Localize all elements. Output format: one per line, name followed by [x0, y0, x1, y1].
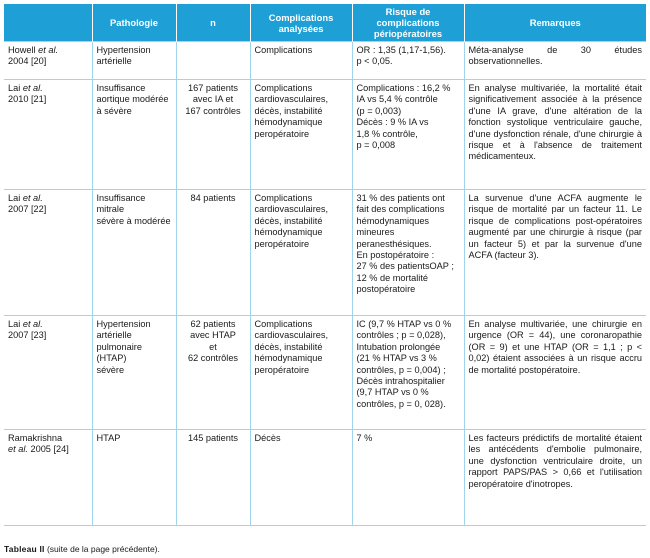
ref-author: Ramakrishna — [8, 433, 63, 443]
table-body — [4, 42, 646, 526]
ref-etal: et al. — [22, 193, 43, 203]
ref-year: 2010 [21] — [8, 94, 47, 105]
table-caption — [4, 544, 160, 554]
cell-risque: Complications : 16,2 % IA vs 5,4 % contrôle (p = 0,003) Décès : 9 % IA vs 1,8 % contrôle, p = 0,008 — [352, 80, 464, 190]
ref-year: 2005 [24] — [27, 444, 69, 455]
ref-year: 2004 [20] — [8, 56, 47, 67]
table-row — [4, 316, 646, 430]
cell-pathologie: Hypertension artérielle — [92, 42, 176, 80]
header-risque: Risque de complications périopératoires — [352, 4, 464, 42]
cell-risque: OR : 1,35 (1,17-1,56). p < 0,05. — [352, 42, 464, 80]
cell-remarques: En analyse multivariée, la mortalité était significativement associée à la présence d'une IA grave, d'une altération de la fonction systolique ventriculaire gauche, d'une dysfonction rénale, d'une chirurgie à risque et à l'absence de traitement médicamenteux. — [464, 80, 646, 190]
table-row — [4, 190, 646, 316]
header-reference — [4, 4, 92, 42]
cell-risque: IC (9,7 % HTAP vs 0 % contrôles ; p = 0,028), Intubation prolongée (21 % HTAP vs 3 % contrôles, p = 0,004) ; Décès intrahospitalier (9,7 HTAP vs 0 % contrôles, p = 0, 028). — [352, 316, 464, 430]
data-table-container — [4, 4, 646, 526]
table-row — [4, 42, 646, 80]
cell-reference — [4, 430, 92, 526]
cell-remarques: La survenue d'une ACFA augmente le risque de mortalité par un facteur 11. Le risque de complications post-opératoires augmenté par une chirurgie à risque (par un facteur 5) et par la survenue d'une ACFA (facteur 3). — [464, 190, 646, 316]
header-complications: Complications analysées — [250, 4, 352, 42]
cell-reference — [4, 42, 92, 80]
cell-risque: 31 % des patients ont fait des complications hémodynamiques mineures peranesthésiques. En postopératoire : 27 % des patientsOAP ; 12 % de mortalité postopératoire — [352, 190, 464, 316]
header-remarques: Remarques — [464, 4, 646, 42]
cell-risque: 7 % — [352, 430, 464, 526]
cell-complications: Complications cardiovasculaires, décès, instabilité hémodynamique peropératoire — [250, 190, 352, 316]
cell-complications: Complications cardiovasculaires, décès, instabilité hémodynamique peropératoire — [250, 316, 352, 430]
ref-author: Lai — [8, 83, 23, 93]
ref-year: 2007 [22] — [8, 204, 47, 215]
ref-etal: et al. — [8, 444, 28, 455]
ref-author: Howell — [8, 45, 39, 55]
ref-etal: et al. — [22, 319, 43, 329]
cell-complications: Décès — [250, 430, 352, 526]
cell-remarques: Méta-analyse de 30 études observationnelles. — [464, 42, 646, 80]
cell-n — [176, 42, 250, 80]
header-n: n — [176, 4, 250, 42]
ref-author: Lai — [8, 319, 23, 329]
cell-reference — [4, 190, 92, 316]
cell-complications: Complications cardiovasculaires, décès, instabilité hémodynamique peropératoire — [250, 80, 352, 190]
complications-table — [4, 4, 646, 526]
ref-author: Lai — [8, 193, 23, 203]
cell-reference — [4, 80, 92, 190]
header-row — [4, 4, 646, 42]
table-header — [4, 4, 646, 42]
cell-remarques: En analyse multivariée, une chirurgie en urgence (OR = 44), une coronaropathie (OR = 9) et une HTAP (OR = 1,1 ; p < 0,02) étaient associées à un risque accru de mortalité postopératoire. — [464, 316, 646, 430]
cell-pathologie: Insuffisance mitrale sévère à modérée — [92, 190, 176, 316]
cell-pathologie: Insuffisance aortique modérée à sévère — [92, 80, 176, 190]
caption-text: (suite de la page précédente). — [44, 544, 160, 554]
cell-n: 167 patients avec IA et 167 contrôles — [176, 80, 250, 190]
ref-year: 2007 [23] — [8, 330, 47, 341]
cell-pathologie: HTAP — [92, 430, 176, 526]
cell-pathologie: Hypertension artérielle pulmonaire (HTAP) sévère — [92, 316, 176, 430]
cell-n: 145 patients — [176, 430, 250, 526]
cell-n: 84 patients — [176, 190, 250, 316]
ref-etal: et al. — [38, 45, 59, 55]
cell-n: 62 patients avec HTAP et 62 contrôles — [176, 316, 250, 430]
table-row — [4, 430, 646, 526]
cell-reference — [4, 316, 92, 430]
cell-remarques: Les facteurs prédictifs de mortalité étaient les antécédents d'embolie pulmonaire, une dysfonction ventriculaire droite, un rapport PAPS/PAS > 0,66 et l'utilisation peropératoire d'inotropes. — [464, 430, 646, 526]
ref-etal: et al. — [22, 83, 43, 93]
header-pathologie: Pathologie — [92, 4, 176, 42]
table-row — [4, 80, 646, 190]
cell-complications: Complications — [250, 42, 352, 80]
caption-label: Tableau II — [4, 544, 45, 554]
